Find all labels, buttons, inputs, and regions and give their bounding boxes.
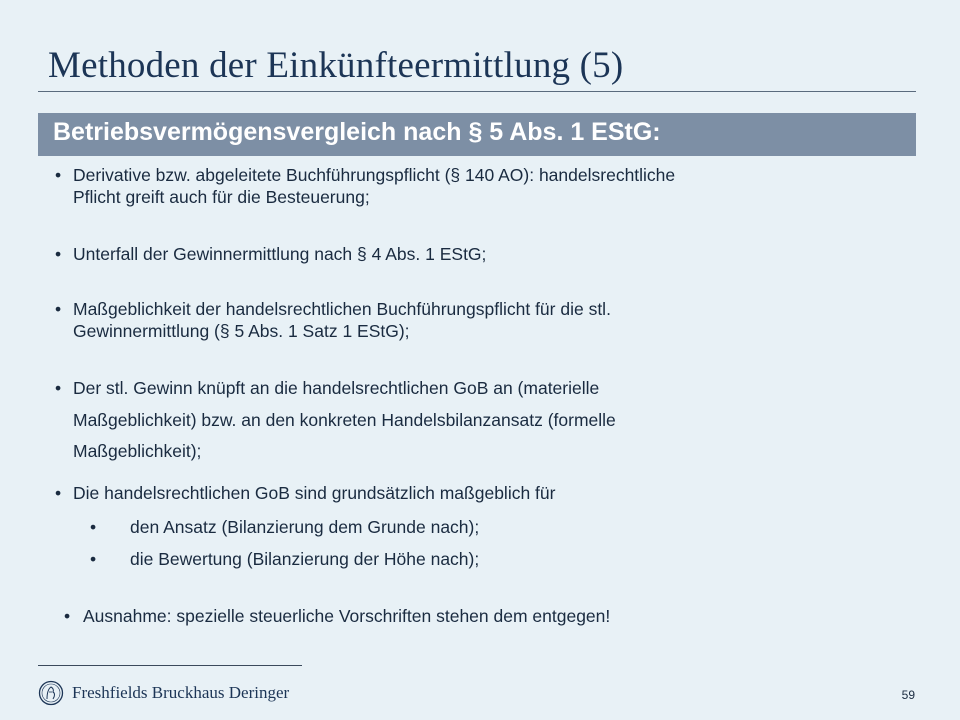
sub-bullet-icon: • [90,549,97,569]
bullet-icon: • [55,244,62,264]
title-divider [38,91,916,92]
bullet-item-4-line-1: Der stl. Gewinn knüpft an die handelsrechtlichen GoB an (materielle [73,378,600,398]
bullet-icon: • [55,165,62,185]
sub-item-2: die Bewertung (Bilanzierung der Höhe nach); [130,549,480,569]
bullet-item-4-line-2: Maßgeblichkeit) bzw. an den konkreten Handelsbilanzansatz (formelle [73,410,616,430]
final-item: Ausnahme: spezielle steuerliche Vorschriften stehen dem entgegen! [83,606,611,626]
sub-bullet-icon: • [90,517,97,537]
bullet-item-4-line-3: Maßgeblichkeit); [73,441,202,461]
slide-title: Methoden der Einkünfteermittlung (5) [48,45,624,86]
bullet-item-2-line-1: Unterfall der Gewinnermittlung nach § 4 Abs. 1 EStG; [73,244,487,264]
bullet-item-1-line-1: Derivative bzw. abgeleitete Buchführungspflicht (§ 140 AO): handelsrechtliche [73,165,676,185]
bullet-item-1-line-2: Pflicht greift auch für die Besteuerung; [73,187,370,207]
bullet-icon: • [55,483,62,503]
bullet-icon: • [55,299,62,319]
bullet-item-5-line-1: Die handelsrechtlichen GoB sind grundsätzlich maßgeblich für [73,483,556,503]
freshfields-seal-icon [38,680,64,706]
section-banner-text: Betriebsvermögensvergleich nach § 5 Abs. 1 EStG: [53,118,661,146]
bullet-item-3-line-2: Gewinnermittlung (§ 5 Abs. 1 Satz 1 EStG); [73,321,410,341]
bullet-icon: • [55,378,62,398]
bullet-icon: • [64,606,71,626]
sub-item-1: den Ansatz (Bilanzierung dem Grunde nach); [130,517,480,537]
bullet-item-3-line-1: Maßgeblichkeit der handelsrechtlichen Buchführungspflicht für die stl. [73,299,611,319]
footer-divider [38,665,302,666]
brand-name: Freshfields Bruckhaus Deringer [72,683,290,702]
page-number: 59 [901,688,915,702]
